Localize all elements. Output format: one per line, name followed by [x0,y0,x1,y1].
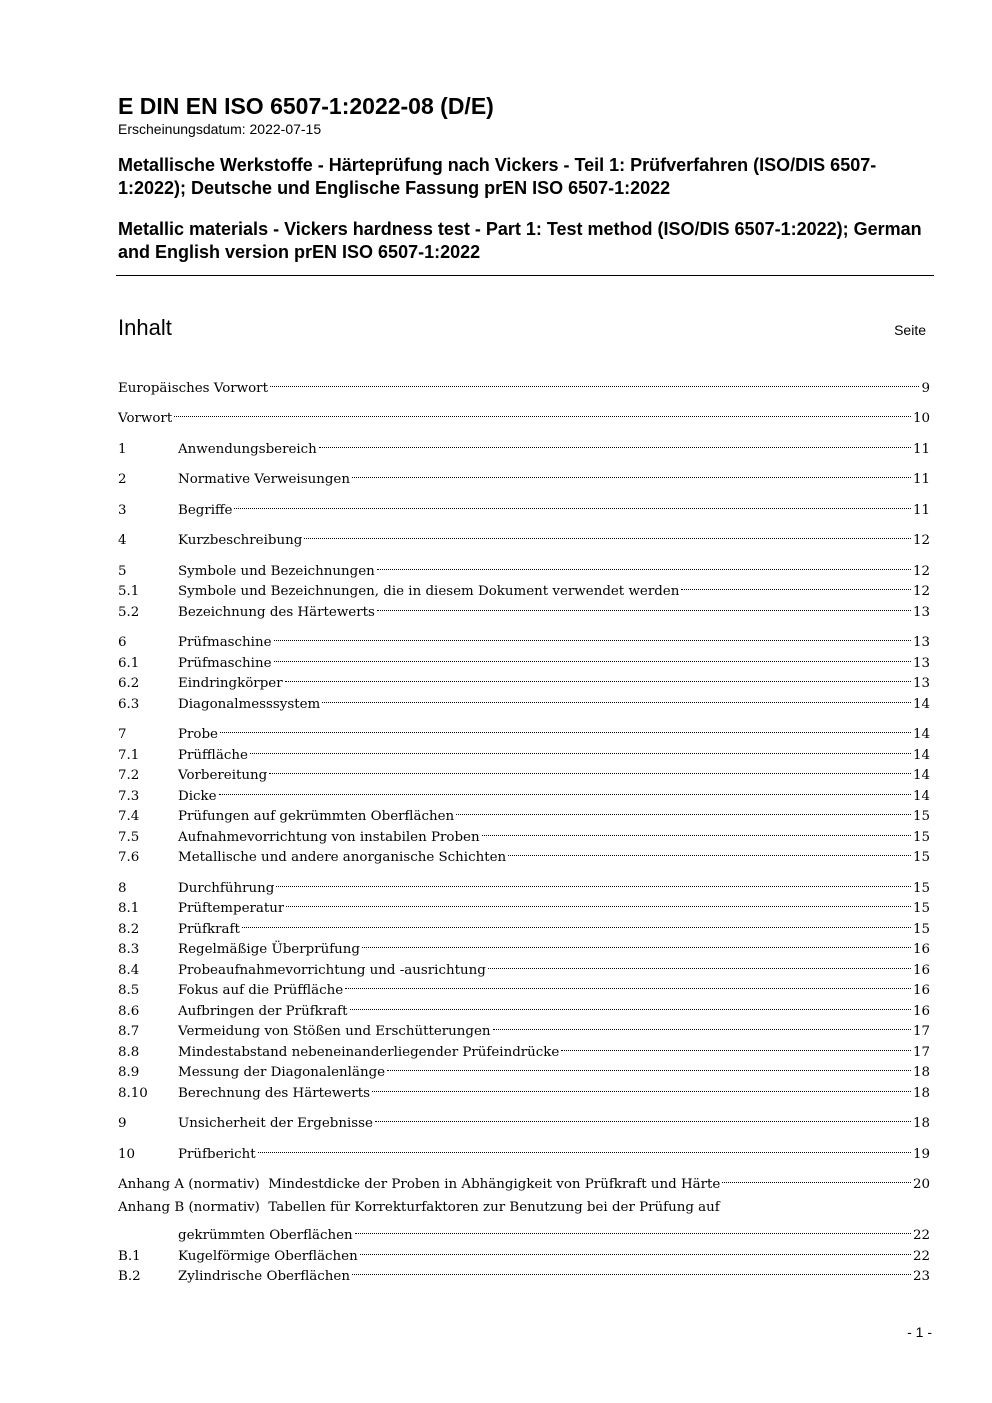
toc-leader-dots [250,738,911,759]
toc-entry-page: 14 [912,788,930,804]
toc-entry-page: 19 [912,1146,930,1162]
toc-leader-dots [322,687,911,708]
toc-entry-label: Normative Verweisungen [178,472,350,487]
toc-entry-number: 7.4 [118,809,140,824]
toc-entry-page: 11 [912,441,930,457]
subtitle-german: Metallische Werkstoffe - Härteprüfung nach Vickers - Teil 1: Prüfverfahren (ISO/DIS 6507-1:2022); Deutsche und Englische Fassung prEN ISO 6507-1:2022 [118,155,877,198]
toc-entry-8-2[interactable] [118,912,930,937]
toc-entry-label: Dicke [178,788,217,804]
toc-entry-label: Fokus auf die Prüffläche [178,983,344,998]
toc-entry-number: 7.6 [118,850,140,865]
toc-leader-dots [352,1260,911,1281]
toc-entry-label: Symbole und Bezeichnungen, die in diesem Dokument verwendet werden [178,584,680,599]
document-title: E DIN EN ISO 6507-1:2022-08 (D/E) [118,93,494,119]
toc-entry-5-2[interactable] [118,595,930,620]
toc-entry-europaeisches-vorwort[interactable] [118,371,930,396]
toc-entry-label: Eindringkörper [178,676,283,691]
toc-leader-dots [270,371,920,392]
toc-entry-page: 12 [912,563,930,579]
toc-entry-number: 7.1 [118,747,140,763]
toc-entry-3[interactable] [118,493,930,518]
toc-entry-label: Prüfbericht [178,1146,256,1162]
toc-entry-number: 8.8 [118,1044,140,1060]
toc-leader-dots [561,1035,911,1056]
toc-leader-dots [360,1239,911,1260]
toc-entry-number: 1 [118,441,127,457]
toc-entry-number: 2 [118,472,127,487]
toc-entry-label: Regelmäßige Überprüfung [178,942,361,957]
toc-entry-number: 6.1 [118,655,140,671]
toc-entry-page: 16 [912,983,930,998]
toc-entry-8-7[interactable] [118,1015,930,1039]
toc-entry-label: Kurzbeschreibung [178,533,303,548]
toc-entry-label: Zylindrische Oberflächen [178,1269,350,1284]
toc-entry-label: Prüfmaschine [178,635,272,650]
toc-entry-page: 15 [912,901,930,916]
toc-entry-label: Prüfungen auf gekrümmten Oberflächen [178,809,455,824]
toc-entry-8[interactable] [118,871,930,896]
toc-leader-dots [488,953,911,974]
toc-entry-page: 22 [912,1228,930,1243]
toc-entry-page: 15 [912,809,930,824]
toc-entry-page: 11 [912,472,930,487]
toc-entry-number: 8.7 [118,1024,140,1039]
toc-entry-page: 11 [912,502,930,518]
toc-entry-page: 13 [912,655,930,671]
toc-entry-6-3[interactable] [118,687,930,712]
toc-entry-page: 12 [912,533,930,548]
toc-leader-dots [722,1168,911,1189]
toc-entry-label: Berechnung des Härtewerts [178,1085,370,1101]
toc-entry-page: 10 [912,411,930,426]
document-header [118,92,934,264]
toc-entry-page: 23 [912,1269,930,1284]
toc-entry-8-4[interactable] [118,953,930,978]
toc-entry-page: 13 [912,604,930,620]
toc-entry-label: Diagonalmesssystem [178,696,321,712]
toc-entry-page: 20 [912,1177,930,1192]
toc-entry-label: Probeaufnahmevorrichtung und -ausrichtung [178,962,486,978]
toc-entry-number: 8.4 [118,962,140,978]
toc-entry-2[interactable] [118,463,930,487]
toc-entry-6[interactable] [118,626,930,650]
toc-entry-label: Vorwort [118,411,173,426]
toc-entry-label: Prüfmaschine [178,655,272,671]
toc-entry-page: 14 [912,727,930,742]
toc-entry-continuation [118,1219,930,1243]
toc-entry-b-1[interactable] [118,1239,930,1264]
toc-entry-number: 7.3 [118,788,140,804]
toc-leader-dots [274,646,911,667]
toc-entry-7[interactable] [118,718,930,742]
toc-leader-dots [220,718,911,739]
table-of-contents [118,371,930,1284]
toc-entry-anhang-a[interactable] [118,1168,930,1192]
toc-leader-dots [304,524,911,545]
toc-entry-page: 14 [912,747,930,763]
toc-entry-number: B.2 [118,1269,141,1284]
toc-entry-1[interactable] [118,432,930,457]
toc-entry-10[interactable] [118,1137,930,1162]
toc-entry-8-5[interactable] [118,974,930,998]
toc-entry-label: Aufbringen der Prüfkraft [178,1003,348,1019]
toc-entry-label: Vermeidung von Stößen und Erschütterungen [178,1024,491,1039]
toc-entry-number: 5.1 [118,584,140,599]
toc-entry-number: 5.2 [118,604,140,620]
toc-entry-page: 9 [921,380,930,396]
toc-entry-8-10[interactable] [118,1076,930,1101]
toc-entry-7-5[interactable] [118,820,930,845]
toc-entry-page: 17 [912,1044,930,1060]
toc-entry-number: 10 [118,1146,136,1162]
toc-entry-label: Anwendungsbereich [178,441,317,457]
toc-entry-page: 13 [912,676,930,691]
toc-entry-number: 7.5 [118,829,140,845]
toc-entry-5[interactable] [118,554,930,579]
toc-entry-page: 16 [912,942,930,957]
toc-entry-number: 6 [118,635,127,650]
toc-entry-number: 6.2 [118,676,140,691]
toc-leader-dots [456,800,911,821]
toc-entry-label: Anhang B (normativ) Tabellen für Korrekturfaktoren zur Benutzung bei der Prüfung auf [118,1200,720,1215]
page-number: - 1 - [907,1324,932,1340]
toc-entry-number: B.1 [118,1248,141,1264]
toc-leader-dots [355,1219,911,1240]
toc-entry-8-3[interactable] [118,933,930,957]
toc-entry-9[interactable] [118,1107,930,1131]
toc-entry-label: Vorbereitung [178,768,268,783]
toc-leader-dots [345,974,911,995]
toc-entry-number: 8.2 [118,921,140,937]
toc-entry-page: 17 [912,1024,930,1039]
toc-leader-dots [242,912,911,933]
toc-title: Inhalt [118,315,172,340]
toc-leader-dots [234,493,910,514]
toc-leader-dots [377,595,911,616]
toc-entry-label-continued: gekrümmten Oberflächen [178,1228,353,1243]
toc-entry-page: 12 [912,584,930,599]
toc-entry-page: 22 [912,1248,930,1264]
toc-entry-page: 15 [912,921,930,937]
toc-leader-dots [258,1137,911,1158]
toc-leader-dots [372,1076,911,1097]
toc-leader-dots [276,871,911,892]
toc-entry-number: 7.2 [118,768,140,783]
toc-leader-dots [174,402,911,423]
toc-entry-label: Kugelförmige Oberflächen [178,1248,358,1264]
toc-entry-label: Symbole und Bezeichnungen [178,563,375,579]
toc-entry-page: 13 [912,635,930,650]
toc-header [118,314,926,344]
toc-entry-label: Bezeichnung des Härtewerts [178,604,375,620]
toc-entry-number: 8.3 [118,942,140,957]
toc-leader-dots [286,892,911,913]
toc-entry-number: 7 [118,727,127,742]
toc-leader-dots [274,626,911,647]
toc-leader-dots [377,554,911,575]
toc-entry-7-3[interactable] [118,779,930,804]
toc-entry-number: 8.9 [118,1065,140,1080]
toc-entry-7-4[interactable] [118,800,930,824]
toc-entry-number: 6.3 [118,696,140,712]
toc-entry-label: Europäisches Vorwort [118,380,268,396]
toc-entry-page: 14 [912,696,930,712]
toc-entry-6-2[interactable] [118,667,930,691]
toc-entry-label: Probe [178,727,218,742]
toc-leader-dots [362,933,911,954]
toc-entry-5-1[interactable] [118,575,930,599]
toc-entry-label: Unsicherheit der Ergebnisse [178,1116,373,1131]
toc-leader-dots [508,841,911,862]
toc-entry-page: 15 [912,850,930,865]
toc-entry-label: Prüftemperatur [178,901,285,916]
toc-entry-number: 8.1 [118,901,140,916]
toc-entry-page: 18 [912,1085,930,1101]
header-divider [116,275,934,276]
subtitle-english: Metallic materials - Vickers hardness test - Part 1: Test method (ISO/DIS 6507-1:2022); German and English version prEN ISO 6507-1:2022 [118,219,922,262]
toc-entry-page: 15 [912,880,930,896]
toc-entry-7-2[interactable] [118,759,930,783]
toc-entry-8-8[interactable] [118,1035,930,1060]
toc-leader-dots [681,575,911,596]
toc-entry-anhang-b[interactable] [118,1198,930,1243]
toc-entry-b-2[interactable] [118,1260,930,1284]
toc-entry-number: 8.5 [118,983,140,998]
toc-entry-page: 18 [912,1116,930,1131]
toc-entry-8-6[interactable] [118,994,930,1019]
toc-leader-dots [350,994,911,1015]
toc-entry-label: Aufnahmevorrichtung von instabilen Proben [178,829,480,845]
toc-entry-7-6[interactable] [118,841,930,865]
toc-entry-vorwort[interactable] [118,402,930,426]
toc-entry-4[interactable] [118,524,930,548]
toc-entry-page: 15 [912,829,930,845]
toc-entry-label: Prüfkraft [178,921,240,937]
toc-entry-label: Begriffe [178,502,233,518]
toc-entry-number: 8.10 [118,1085,148,1101]
toc-leader-dots [482,820,911,841]
toc-entry-number: 8.6 [118,1003,140,1019]
toc-entry-number: 8 [118,880,127,896]
toc-entry-label: Messung der Diagonalenlänge [178,1065,386,1080]
toc-leader-dots [219,779,911,800]
toc-entry-6-1[interactable] [118,646,930,671]
toc-leader-dots [352,463,911,484]
toc-entry-page: 14 [912,768,930,783]
toc-entry-number: 3 [118,502,127,518]
toc-entry-label: Durchführung [178,880,275,896]
toc-leader-dots [387,1056,911,1077]
toc-entry-number: 5 [118,563,127,579]
toc-leader-dots [375,1107,911,1128]
publication-date: Erscheinungsdatum: 2022-07-15 [118,121,322,137]
toc-page-column-label: Seite [894,322,926,338]
toc-leader-dots [285,667,911,688]
toc-entry-page: 16 [912,1003,930,1019]
toc-entry-label: Anhang A (normativ) Mindestdicke der Proben in Abhängigkeit von Prüfkraft und Härte [118,1177,721,1192]
toc-entry-label: Metallische und andere anorganische Schichten [178,850,507,865]
toc-leader-dots [269,759,911,780]
toc-entry-number: 9 [118,1116,127,1131]
toc-entry-number: 4 [118,533,127,548]
toc-entry-label: Mindestabstand nebeneinanderliegender Prüfeindrücke [178,1044,560,1060]
toc-leader-dots [493,1015,911,1036]
toc-entry-8-1[interactable] [118,892,930,916]
toc-entry-7-1[interactable] [118,738,930,763]
toc-entry-page: 16 [912,962,930,978]
toc-entry-label: Prüffläche [178,747,248,763]
toc-entry-page: 18 [912,1065,930,1080]
toc-entry-8-9[interactable] [118,1056,930,1080]
toc-leader-dots [319,432,911,453]
